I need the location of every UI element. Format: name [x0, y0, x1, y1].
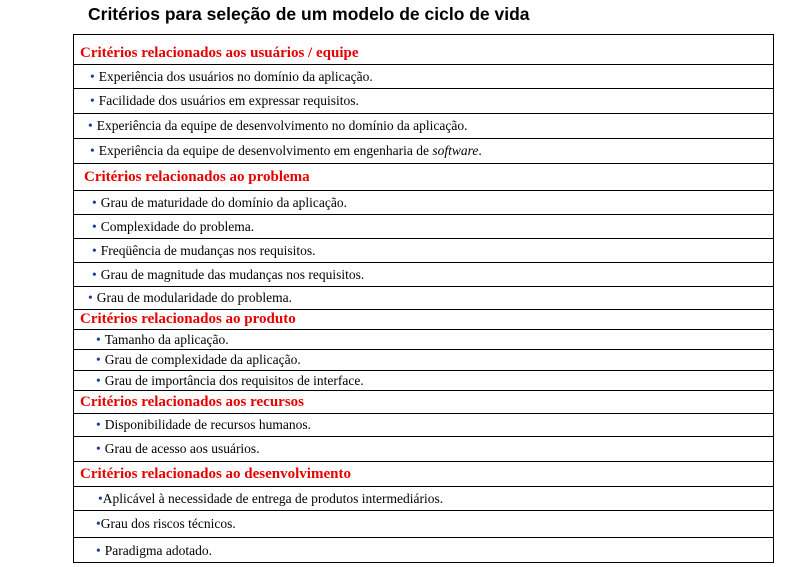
item-text-part: Experiência da equipe de desenvolvimento em engenharia de — [98, 143, 433, 158]
bullet-icon: • — [90, 93, 95, 108]
item-text: Grau de maturidade do domínio da aplicação. — [100, 194, 348, 210]
list-item — [74, 371, 773, 391]
item-text: Freqüência de mudanças nos requisitos. — [100, 242, 316, 258]
item-text: Tamanho da aplicação. — [104, 331, 229, 347]
bullet-icon: • — [96, 542, 101, 558]
list-item — [74, 114, 773, 139]
item-text: Grau de importância dos requisitos de interface. — [104, 372, 364, 388]
item-text: Disponibilidade de recursos humanos. — [104, 417, 311, 432]
item-text: Aplicável à necessidade de entrega de produtos intermediários. — [102, 490, 444, 506]
section-heading-development: Critérios relacionados ao desenvolvimento — [74, 462, 773, 487]
bullet-icon: • — [98, 490, 103, 506]
bullet-icon: • — [88, 290, 93, 305]
bullet-icon: • — [90, 143, 95, 158]
bullet-icon: • — [92, 194, 97, 210]
list-item — [74, 511, 773, 538]
list-item — [74, 139, 773, 164]
bullet-icon: • — [96, 372, 101, 388]
bullet-icon: • — [96, 417, 101, 432]
item-text-part: . — [478, 143, 482, 158]
page-title: Critérios para seleção de um modelo de ciclo de vida — [88, 4, 530, 24]
bullet-icon: • — [92, 242, 97, 258]
list-item — [74, 487, 773, 511]
list-item — [74, 191, 773, 215]
list-item — [74, 287, 773, 310]
item-text: Grau de complexidade da aplicação. — [104, 352, 301, 367]
list-item — [74, 215, 773, 239]
list-item — [74, 239, 773, 263]
list-item — [74, 89, 773, 114]
list-item — [74, 437, 773, 462]
item-text: Grau dos riscos técnicos. — [100, 516, 236, 531]
section-heading-product: Critérios relacionados ao produto — [74, 310, 773, 330]
item-text: Complexidade do problema. — [100, 218, 255, 234]
item-text-emphasis: software — [432, 143, 479, 158]
list-item — [74, 538, 773, 563]
list-item — [74, 65, 773, 89]
list-item — [74, 414, 773, 437]
section-heading-users-team: Critérios relacionados aos usuários / equipe — [74, 43, 773, 65]
list-item — [74, 330, 773, 350]
item-text: Experiência dos usuários no domínio da aplicação. — [98, 68, 373, 84]
item-text: Grau de acesso aos usuários. — [104, 441, 260, 456]
list-item — [74, 350, 773, 371]
section-heading-problem: Critérios relacionados ao problema — [74, 164, 773, 191]
bullet-icon: • — [96, 352, 101, 367]
section-heading-resources: Critérios relacionados aos recursos — [74, 391, 773, 414]
bullet-icon: • — [96, 441, 101, 456]
item-text: Facilidade dos usuários em expressar requisitos. — [98, 93, 359, 108]
item-text: Grau de magnitude das mudanças nos requisitos. — [100, 266, 365, 282]
bullet-icon: • — [92, 266, 97, 282]
item-text: Experiência da equipe de desenvolvimento no domínio da aplicação. — [96, 118, 468, 133]
criteria-table — [73, 34, 774, 563]
item-text — [99, 143, 482, 159]
bullet-icon: • — [96, 516, 101, 531]
item-text: Grau de modularidade do problema. — [96, 290, 293, 305]
item-text: Paradigma adotado. — [104, 542, 212, 558]
bullet-icon: • — [96, 331, 101, 347]
bullet-icon: • — [88, 118, 93, 133]
bullet-icon: • — [90, 68, 95, 84]
bullet-icon: • — [92, 218, 97, 234]
list-item — [74, 263, 773, 287]
